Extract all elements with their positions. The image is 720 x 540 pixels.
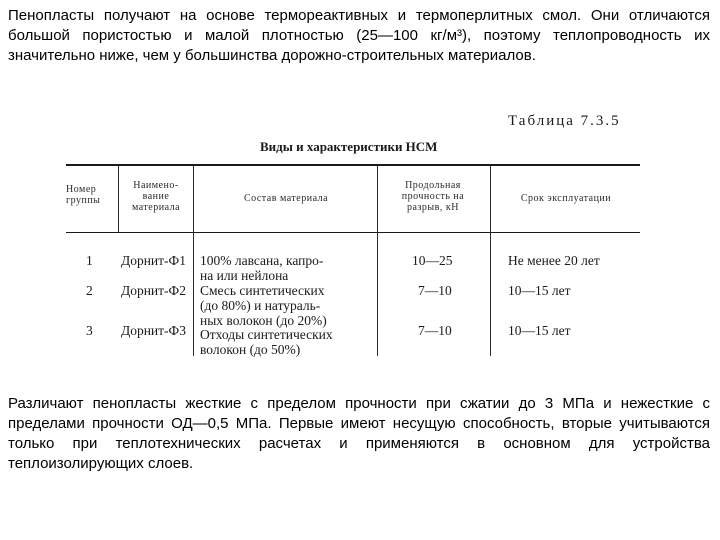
closing-paragraph: Различают пенопласты жесткие с пределом прочности при сжатии до 3 МПа и нежесткие с пределами прочности ОД—0,5 МПа. Первые имеют несущую способность, вторые учитываются только при теплотехнических расчетах и применяются в основном для устройства теплоизолирующих слоев. xyxy=(8,395,710,472)
table-top-rule xyxy=(66,164,640,166)
row2-lifetime: 10—15 лет xyxy=(508,283,571,298)
row3-name: Дорнит-Ф3 xyxy=(121,323,186,338)
intro-paragraph: Пенопласты получают на основе термореактивных и термоперлитных смол. Они отличаются большой пористостью и малой плотностью (25—100 кг/м³), поэтому теплопроводность их значительно ниже, чем у большинства дорожно-строительных материалов. xyxy=(8,7,710,64)
row3-composition-line1: Отходы синтетических xyxy=(200,327,333,342)
row2-composition-line1: Смесь синтетических xyxy=(200,283,325,298)
header-composition: Состав материала xyxy=(243,193,329,204)
row2-strength: 7—10 xyxy=(418,283,452,298)
column-divider xyxy=(490,166,491,356)
row3-strength: 7—10 xyxy=(418,323,452,338)
row1-strength: 10—25 xyxy=(412,253,453,268)
table-number: Таблица 7.3.5 xyxy=(508,113,621,129)
header-lifetime: Срок эксплуатации xyxy=(520,193,612,204)
row1-name: Дорнит-Ф1 xyxy=(121,253,186,268)
column-divider xyxy=(193,166,194,356)
row2-name: Дорнит-Ф2 xyxy=(121,283,186,298)
table-title: Виды и характеристики НСМ xyxy=(260,139,438,154)
row3-lifetime: 10—15 лет xyxy=(508,323,571,338)
row1-group: 1 xyxy=(86,253,93,268)
header-group: Номер группы xyxy=(66,184,101,206)
row1-composition-line1: 100% лавсана, капро- xyxy=(200,253,324,268)
header-name: Наимено-вание материала xyxy=(131,180,181,213)
row2-composition-line3: ных волокон (до 20%) xyxy=(200,313,327,328)
column-divider xyxy=(377,166,378,356)
row1-composition-line2: на или нейлона xyxy=(200,268,289,283)
row2-group: 2 xyxy=(86,283,93,298)
row2-composition-line2: (до 80%) и натураль- xyxy=(200,298,321,313)
table-header-rule xyxy=(66,232,640,233)
column-divider xyxy=(118,166,119,232)
row1-lifetime: Не менее 20 лет xyxy=(508,253,600,268)
header-strength: Продольная прочность на разрыв, кН xyxy=(401,180,465,213)
row3-group: 3 xyxy=(86,323,93,338)
row3-composition-line2: волокон (до 50%) xyxy=(200,342,301,357)
